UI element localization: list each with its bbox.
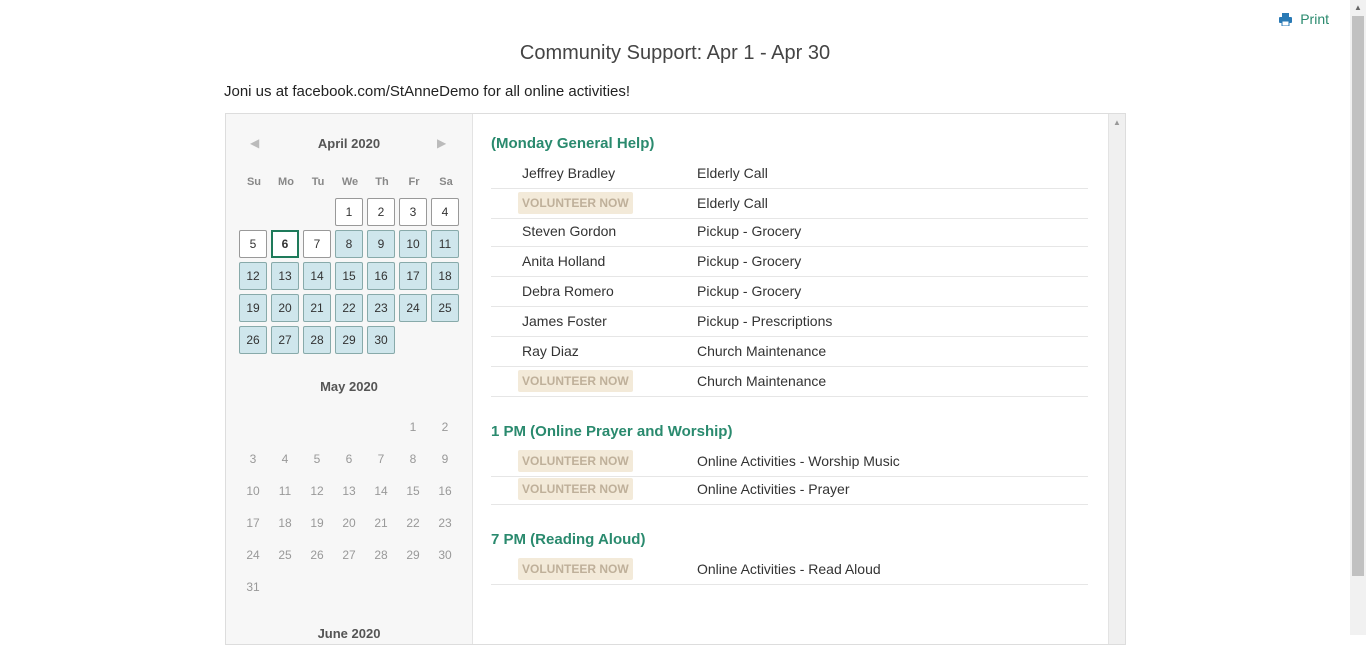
task-name: Church Maintenance — [697, 373, 827, 389]
calendar-day: 28 — [374, 548, 388, 562]
calendar-day: 18 — [278, 516, 292, 530]
calendar-day: 31 — [246, 580, 260, 594]
volunteer-name: Jeffrey Bradley — [522, 165, 616, 181]
weekday-header — [238, 176, 462, 188]
schedule-row — [491, 367, 1088, 397]
calendar-day[interactable]: 14 — [303, 262, 331, 290]
calendar-day: 14 — [374, 484, 388, 498]
calendar-day[interactable]: 15 — [335, 262, 363, 290]
task-name: Online Activities - Prayer — [697, 481, 850, 497]
volunteer-now-button[interactable]: VOLUNTEER NOW — [518, 192, 633, 214]
calendar-day[interactable]: 27 — [271, 326, 299, 354]
calendar-day[interactable]: 20 — [271, 294, 299, 322]
month-title-june: June 2020 — [317, 626, 381, 641]
scroll-up-icon[interactable]: ▲ — [1113, 118, 1121, 127]
calendar-day[interactable]: 22 — [335, 294, 363, 322]
task-name: Pickup - Prescriptions — [697, 313, 833, 329]
weekday: Th — [375, 176, 389, 188]
calendar-day: 22 — [406, 516, 420, 530]
schedule-row — [491, 247, 1088, 277]
calendar-day: 29 — [406, 548, 420, 562]
calendar-day: 9 — [441, 452, 449, 466]
calendar-day[interactable]: 12 — [239, 262, 267, 290]
calendar-day: 11 — [278, 484, 292, 498]
scroll-up-icon[interactable]: ▲ — [1354, 3, 1362, 12]
calendar-day: 26 — [310, 548, 324, 562]
task-name: Online Activities - Read Aloud — [697, 561, 881, 577]
page-subtitle: Joni us at facebook.com/StAnneDemo for all online activities! — [224, 83, 631, 100]
page-title: Community Support: Apr 1 - Apr 30 — [519, 42, 831, 64]
month-title-may: May 2020 — [320, 379, 378, 394]
calendar-day[interactable]: 5 — [239, 230, 267, 258]
group-title: (Monday General Help) — [491, 135, 655, 152]
calendar-day: 27 — [342, 548, 356, 562]
calendar-day: 24 — [246, 548, 260, 562]
schedule-row — [491, 277, 1088, 307]
schedule-row — [491, 189, 1088, 219]
weekday: Fr — [408, 176, 420, 188]
calendar-day[interactable]: 17 — [399, 262, 427, 290]
calendar-day: 21 — [374, 516, 388, 530]
calendar-day[interactable]: 30 — [367, 326, 395, 354]
task-name: Pickup - Grocery — [697, 253, 802, 269]
page-scrollbar[interactable] — [1350, 0, 1366, 635]
calendar-day[interactable]: 16 — [367, 262, 395, 290]
calendar-day: 20 — [342, 516, 356, 530]
calendar-day: 2 — [441, 420, 449, 434]
schedule-row — [491, 159, 1088, 189]
weekday: We — [341, 176, 359, 188]
calendar-sidebar — [226, 114, 473, 644]
schedule-row — [491, 447, 1088, 477]
calendar-day[interactable]: 4 — [431, 198, 459, 226]
calendar-day[interactable]: 29 — [335, 326, 363, 354]
schedule-row — [491, 555, 1088, 585]
group-title: 7 PM (Reading Aloud) — [491, 531, 646, 548]
task-name: Elderly Call — [697, 165, 768, 181]
task-name: Church Maintenance — [697, 343, 827, 359]
schedule-row — [491, 475, 1088, 505]
weekday: Mo — [278, 176, 294, 188]
calendar-day[interactable]: 1 — [335, 198, 363, 226]
volunteer-now-button[interactable]: VOLUNTEER NOW — [518, 370, 633, 392]
print-button[interactable] — [1279, 11, 1329, 27]
month-title-april: April 2020 — [317, 136, 381, 151]
frame-scrollbar[interactable] — [1108, 114, 1125, 644]
volunteer-name: James Foster — [522, 313, 607, 329]
weekday: Sa — [439, 176, 453, 188]
calendar-day[interactable]: 2 — [367, 198, 395, 226]
task-name: Pickup - Grocery — [697, 283, 802, 299]
calendar-day[interactable]: 19 — [239, 294, 267, 322]
printer-icon — [1279, 13, 1292, 26]
calendar-day: 4 — [281, 452, 289, 466]
calendar-day: 25 — [278, 548, 292, 562]
calendar-day: 12 — [310, 484, 324, 498]
weekday: Su — [246, 176, 262, 188]
task-name: Pickup - Grocery — [697, 223, 802, 239]
calendar-day[interactable]: 6 — [271, 230, 299, 258]
volunteer-name: Ray Diaz — [522, 343, 579, 359]
calendar-day[interactable]: 26 — [239, 326, 267, 354]
calendar-day: 13 — [342, 484, 356, 498]
calendar-day[interactable]: 23 — [367, 294, 395, 322]
calendar-day[interactable]: 10 — [399, 230, 427, 258]
next-month-icon[interactable]: ▶ — [437, 136, 447, 150]
calendar-day: 15 — [406, 484, 420, 498]
calendar-day[interactable]: 28 — [303, 326, 331, 354]
schedule-row — [491, 217, 1088, 247]
calendar-day: 17 — [246, 516, 260, 530]
volunteer-name: Debra Romero — [522, 283, 614, 299]
calendar-day: 16 — [438, 484, 452, 498]
print-label: Print — [1300, 11, 1329, 27]
schedule-row — [491, 307, 1088, 337]
calendar-day[interactable]: 24 — [399, 294, 427, 322]
calendar-day[interactable]: 3 — [399, 198, 427, 226]
prev-month-icon[interactable]: ◀ — [250, 136, 260, 150]
calendar-day[interactable]: 13 — [271, 262, 299, 290]
calendar-day[interactable]: 8 — [335, 230, 363, 258]
calendar-day[interactable]: 21 — [303, 294, 331, 322]
calendar-day[interactable]: 25 — [431, 294, 459, 322]
calendar-day: 30 — [438, 548, 452, 562]
volunteer-now-button[interactable]: VOLUNTEER NOW — [518, 450, 633, 472]
volunteer-now-button[interactable]: VOLUNTEER NOW — [518, 478, 633, 500]
calendar-day[interactable]: 9 — [367, 230, 395, 258]
calendar-day: 6 — [345, 452, 353, 466]
calendar-day: 23 — [438, 516, 452, 530]
calendar-day: 7 — [377, 452, 385, 466]
volunteer-name: Anita Holland — [522, 253, 606, 269]
calendar-day: 8 — [409, 452, 417, 466]
calendar-day: 1 — [409, 420, 417, 434]
volunteer-now-button[interactable]: VOLUNTEER NOW — [518, 558, 633, 580]
schedule-row — [491, 337, 1088, 367]
calendar-day[interactable]: 11 — [431, 230, 459, 258]
scroll-thumb[interactable] — [1352, 16, 1364, 576]
group-title: 1 PM (Online Prayer and Worship) — [491, 423, 733, 440]
calendar-day[interactable]: 7 — [303, 230, 331, 258]
task-name: Online Activities - Worship Music — [697, 453, 900, 469]
volunteer-name: Steven Gordon — [522, 223, 617, 239]
calendar-day: 19 — [310, 516, 324, 530]
weekday: Tu — [311, 176, 325, 188]
task-name: Elderly Call — [697, 195, 768, 211]
calendar-day[interactable]: 18 — [431, 262, 459, 290]
schedule-frame — [225, 113, 1126, 645]
calendar-day: 5 — [313, 452, 321, 466]
calendar-day: 10 — [246, 484, 260, 498]
calendar-day: 3 — [249, 452, 257, 466]
